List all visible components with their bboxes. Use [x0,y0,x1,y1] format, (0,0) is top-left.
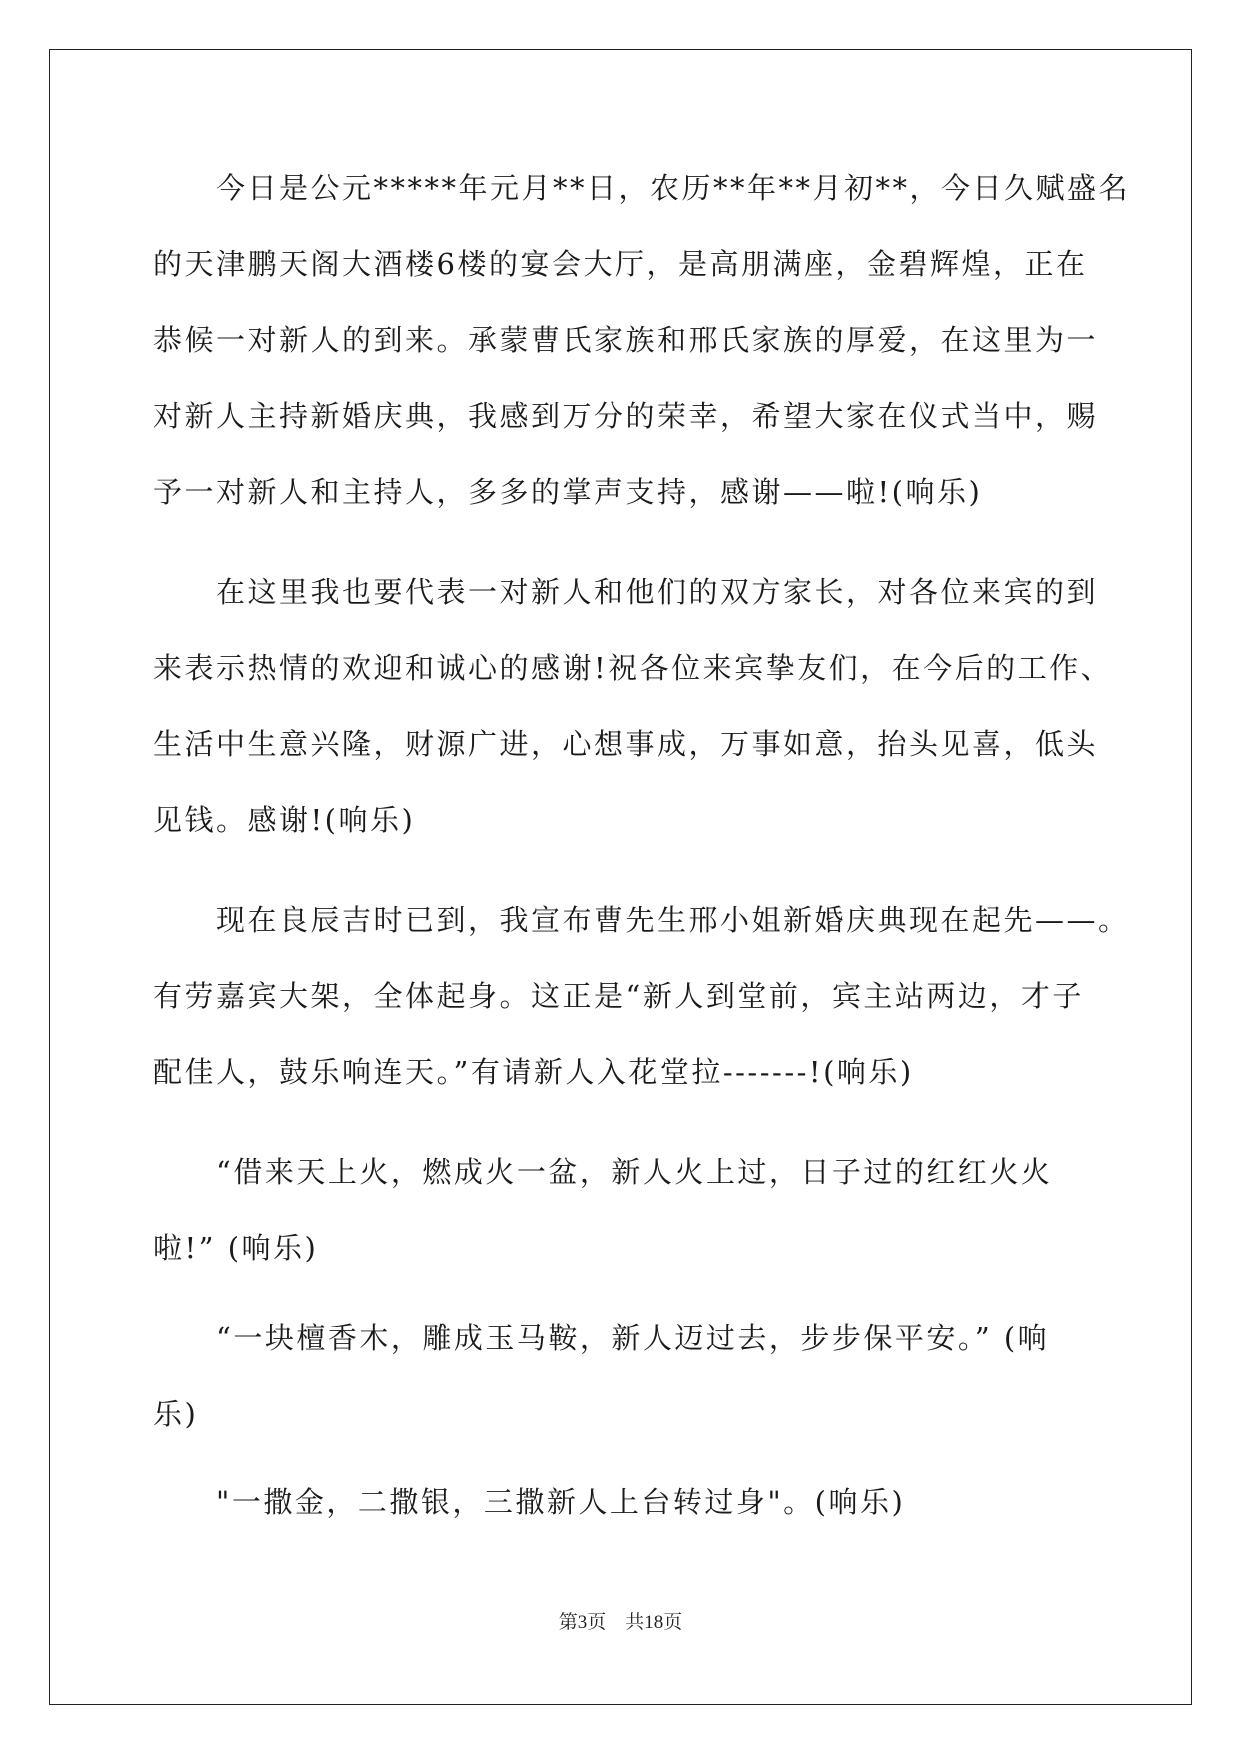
text-line: 恭候一对新人的到来。承蒙曹氏家族和邢氏家族的厚爱，在这里为一 [153,323,1099,357]
text-line: 见钱。感谢!(响乐) [153,803,416,837]
text-line: 对新人主持新婚庆典，我感到万分的荣幸，希望大家在仪式当中，赐 [153,399,1099,433]
text-line: 在这里我也要代表一对新人和他们的双方家长，对各位来宾的到 [153,575,1099,609]
page-number: 第3页 [558,1612,607,1633]
text-line: 生活中生意兴隆，财源广进，心想事成，万事如意，抬头见喜，低头 [153,727,1099,761]
text-line: “借来天上火，燃成火一盆，新人火上过，日子过的红红火火 [153,1155,1053,1189]
text-line: 现在良辰吉时已到，我宣布曹先生邢小姐新婚庆典现在起先——。 [153,903,1130,937]
text-line: 予一对新人和主持人，多多的掌声支持，感谢——啦!(响乐) [153,475,983,509]
text-line: “一块檀香木，雕成玉马鞍，新人迈过去，步步保平安。” (响 [153,1321,1050,1355]
text-line: 乐) [153,1397,199,1431]
text-line: 来表示热情的欢迎和诚心的感谢!祝各位来宾挚友们，在今后的工作、 [153,651,1113,685]
text-line: 的天津鹏天阁大酒楼6楼的宴会大厅，是高朋满座，金碧辉煌，正在 [153,247,1088,281]
text-line: 有劳嘉宾大架，全体起身。这正是“新人到堂前，宾主站两边，才子 [153,979,1084,1013]
text-line: 配佳人，鼓乐响连天。”有请新人入花堂拉-------!(响乐) [153,1055,914,1089]
text-line: 啦!” (响乐) [153,1231,319,1265]
page-total: 共18页 [625,1612,683,1633]
page-footer [0,1611,1241,1635]
text-line: 今日是公元*****年元月**日，农历**年**月初**，今日久赋盛名 [153,171,1131,205]
page-border [49,49,1192,1705]
text-line: "一撒金，二撒银，三撒新人上台转过身"。(响乐) [153,1485,906,1519]
